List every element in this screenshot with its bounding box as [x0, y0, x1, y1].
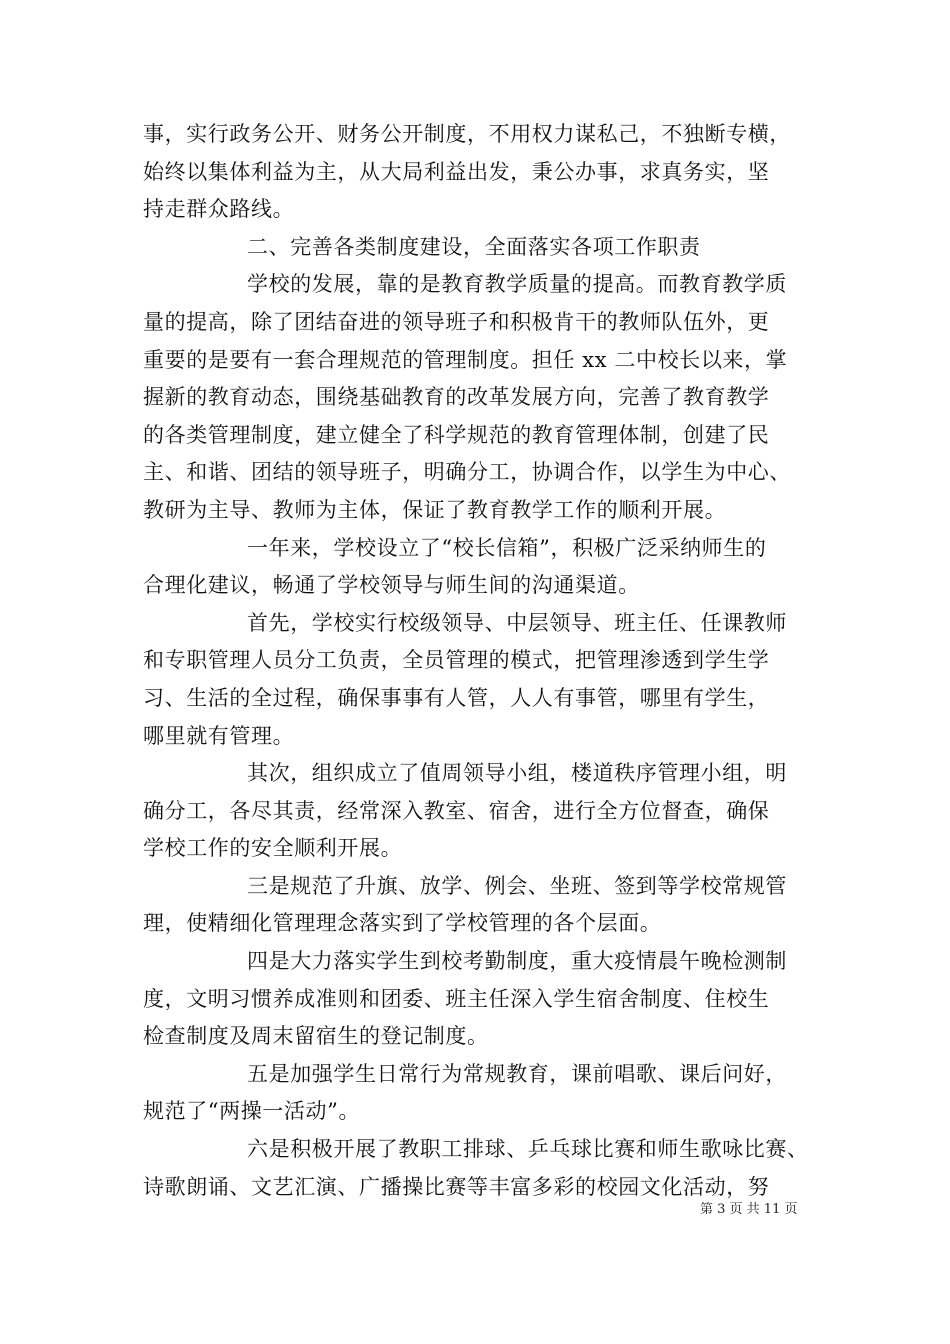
- paragraph-first-line: 学校的发展，靠的是教育教学质量的提高。而教育教学质: [247, 272, 787, 297]
- text-line: 规范了“两操一活动”。: [143, 1099, 361, 1124]
- text-line: 始终以集体利益为主，从大局利益出发，秉公办事，求真务实，坚: [143, 159, 770, 184]
- paragraph-first-line: 首先，学校实行校级领导、中层领导、班主任、任课教师: [247, 610, 787, 635]
- section-heading: 二、完善各类制度建设，全面落实各项工作职责: [247, 234, 701, 259]
- paragraph-first-line: 一年来，学校设立了“校长信箱”，积极广泛采纳师生的: [247, 535, 767, 560]
- text-line: 的各类管理制度，建立健全了科学规范的教育管理体制，创建了民: [143, 422, 770, 447]
- text-line: 主、和谐、团结的领导班子，明确分工，协调合作，以学生为中心、: [143, 460, 791, 485]
- paragraph-first-line: 四是大力落实学生到校考勤制度，重大疫情晨午晚检测制: [247, 949, 787, 974]
- text-line: 哪里就有管理。: [143, 723, 295, 748]
- text-line: 检查制度及周末留宿生的登记制度。: [143, 1024, 489, 1049]
- text-line: 握新的教育动态，围绕基础教育的改革发展方向，完善了教育教学: [143, 385, 770, 410]
- text-line: 持走群众路线。: [143, 197, 295, 222]
- paragraph-first-line: 三是规范了升旗、放学、例会、坐班、签到等学校常规管: [247, 873, 787, 898]
- paragraph-first-line: 六是积极开展了教职工排球、乒乓球比赛和师生歌咏比赛、: [247, 1137, 809, 1162]
- text-line: 教研为主导、教师为主体，保证了教育教学工作的顺利开展。: [143, 497, 727, 522]
- text-line: 合理化建议，畅通了学校领导与师生间的沟通渠道。: [143, 573, 640, 598]
- text-line: 诗歌朗诵、文艺汇演、广播操比赛等丰富多彩的校园文化活动，努: [143, 1174, 770, 1199]
- text-line: 学校工作的安全顺利开展。: [143, 836, 403, 861]
- page-number: 第 3 页 共 11 页: [700, 1202, 798, 1217]
- document-body: [143, 116, 823, 1206]
- text-line: 习、生活的全过程，确保事事有人管，人人有事管，哪里有学生，: [143, 685, 770, 710]
- text-line: 确分工，各尽其责，经常深入教室、宿舍，进行全方位督查，确保: [143, 798, 770, 823]
- text-line: 和专职管理人员分工负责，全员管理的模式，把管理渗透到学生学: [143, 648, 770, 673]
- text-line: 事，实行政务公开、财务公开制度，不用权力谋私己，不独断专横，: [143, 122, 791, 146]
- text-line: 量的提高，除了团结奋进的领导班子和积极肯干的教师队伍外，更: [143, 309, 770, 334]
- paragraph-first-line: 其次，组织成立了值周领导小组，楼道秩序管理小组，明: [247, 761, 787, 786]
- text-line: 理，使精细化管理理念落实到了学校管理的各个层面。: [143, 911, 662, 936]
- paragraph-first-line: 五是加强学生日常行为常规教育，课前唱歌、课后问好，: [247, 1061, 787, 1086]
- text-line: 度，文明习惯养成准则和团委、班主任深入学生宿舍制度、住校生: [143, 986, 770, 1011]
- text-line: 重要的是要有一套合理规范的管理制度。担任 xx 二中校长以来，掌: [143, 347, 788, 372]
